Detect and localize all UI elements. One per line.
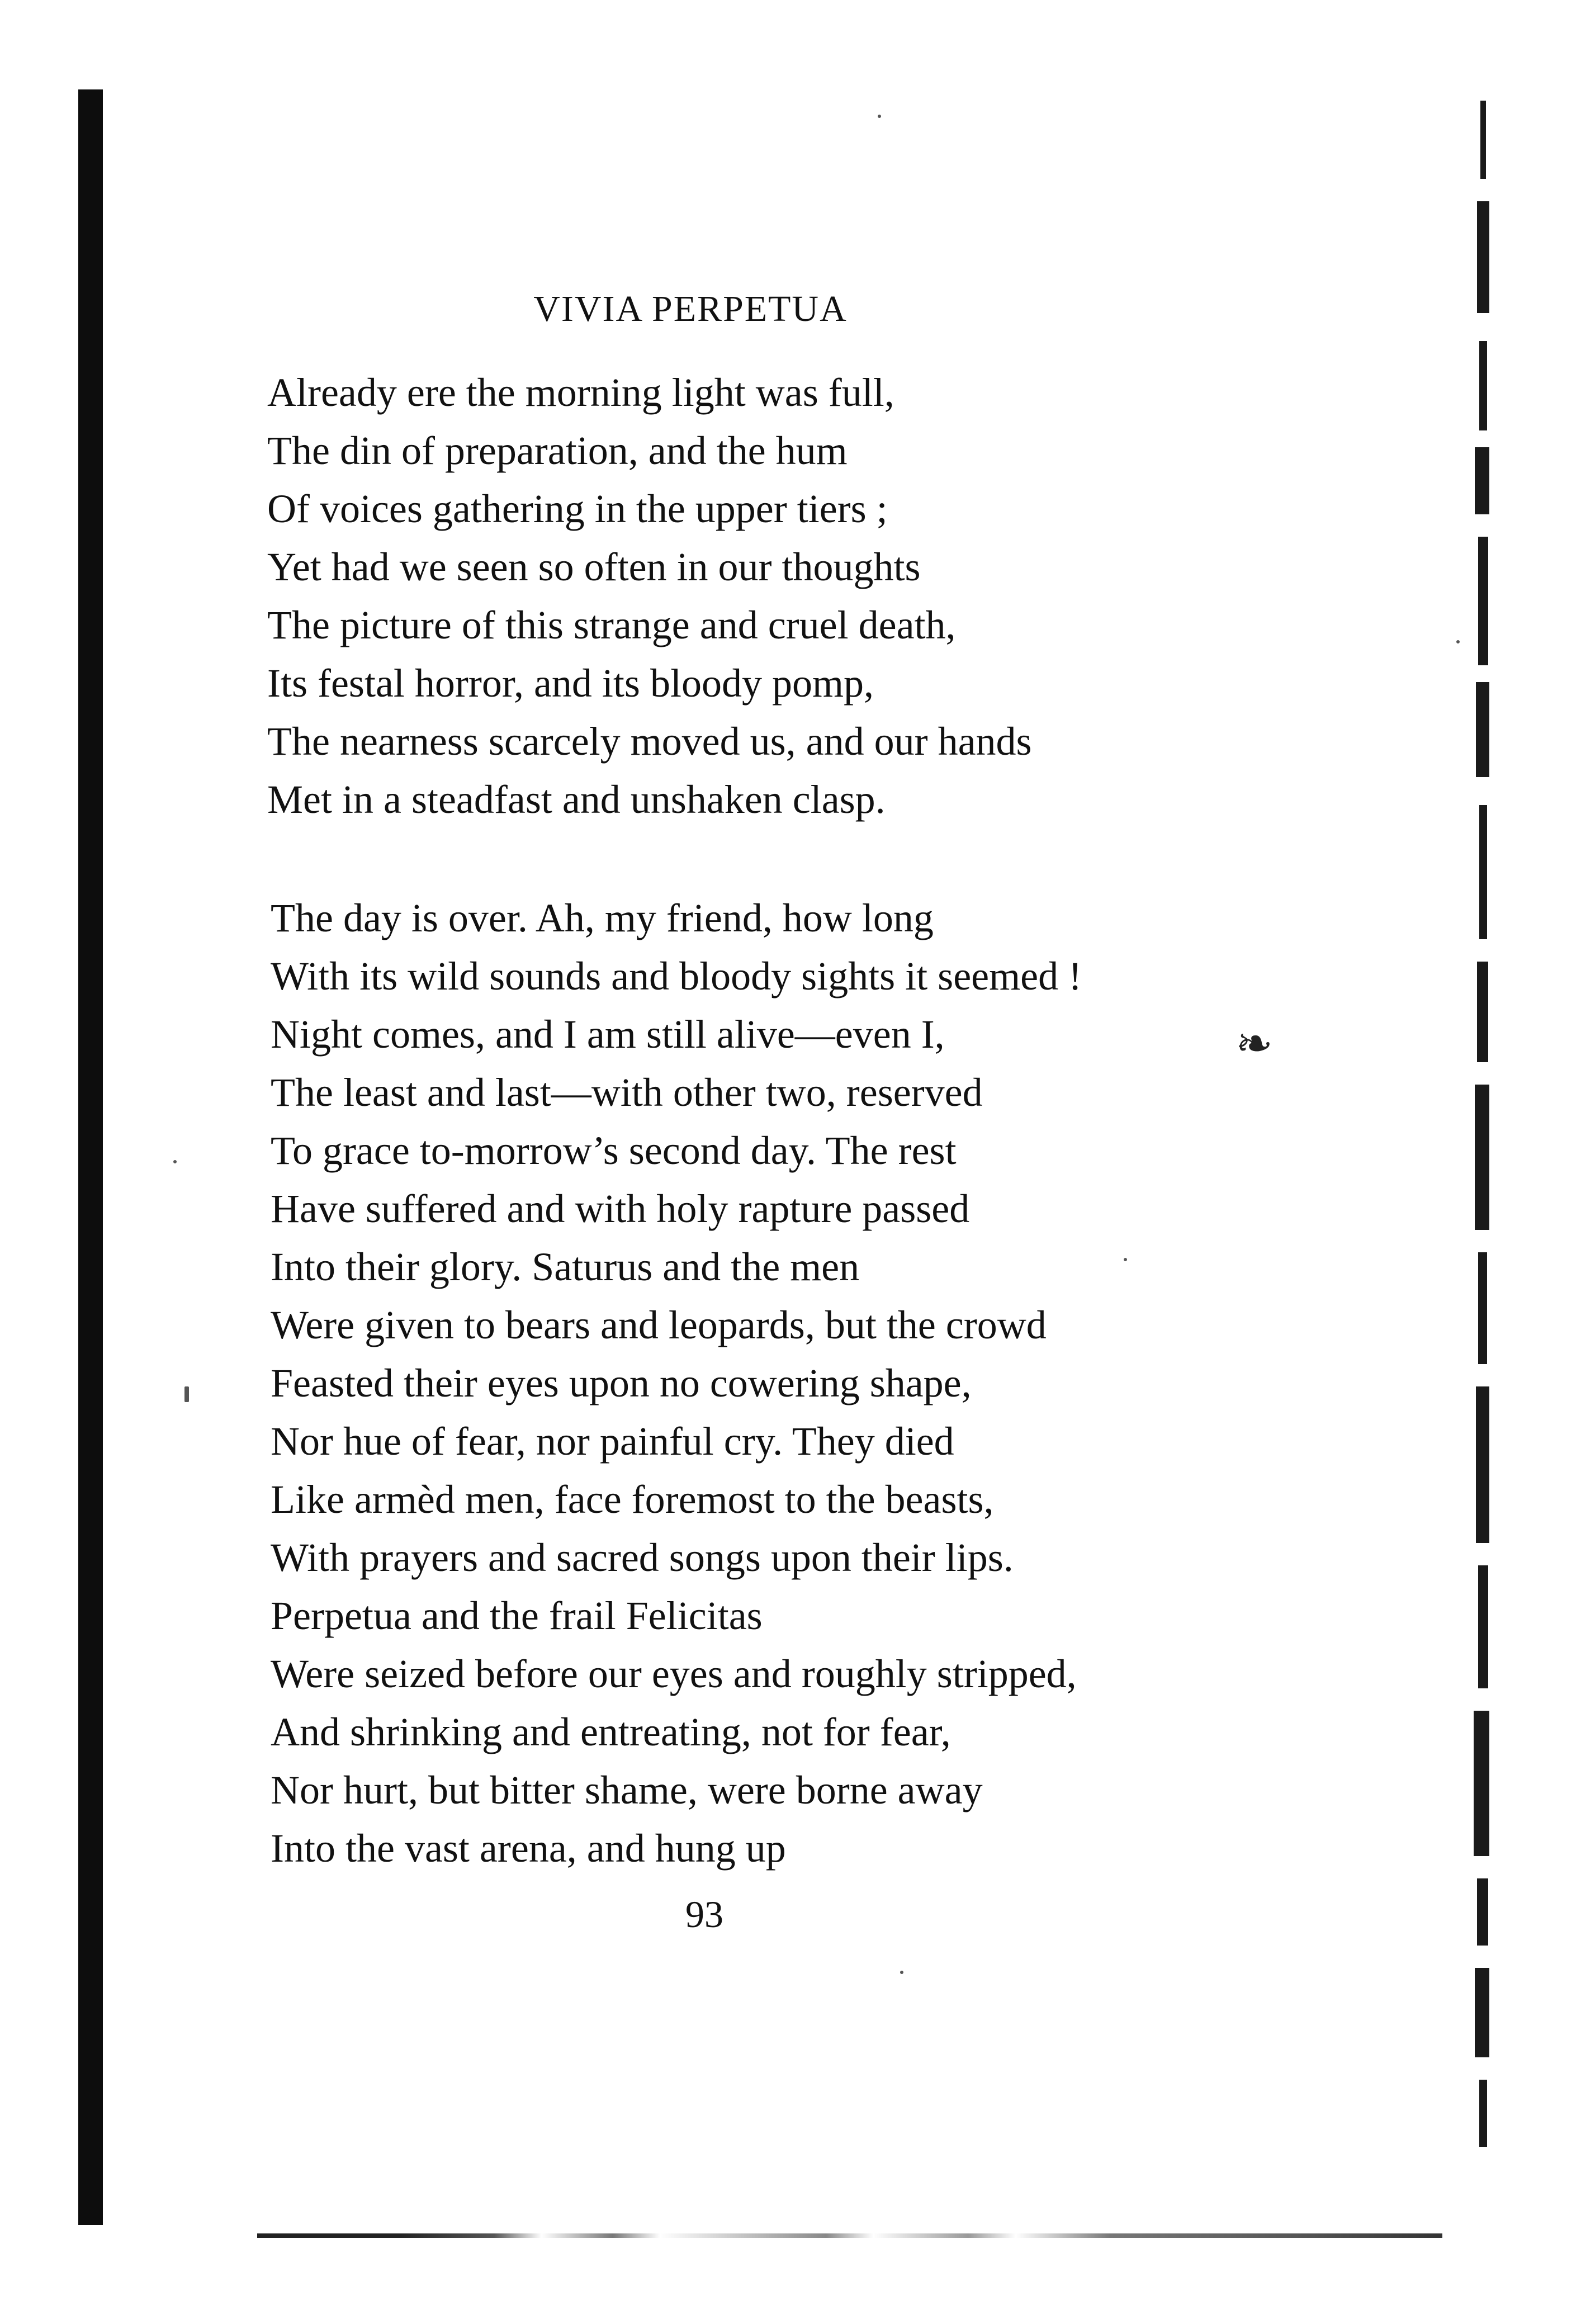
- poem-line: The din of preparation, and the hum: [267, 428, 848, 473]
- poem-line: Like armèd men, face foremost to the beasts,: [271, 1477, 994, 1522]
- poem-line: Night comes, and I am still alive—even I,: [271, 1012, 945, 1057]
- poem-line: With its wild sounds and bloody sights it seemed !: [271, 954, 1082, 998]
- poem-line: With prayers and sacred songs upon their lips.: [271, 1535, 1014, 1580]
- poem-line: Were given to bears and leopards, but the crowd: [271, 1303, 1047, 1347]
- poem-line: Into their glory. Saturus and the men: [271, 1244, 860, 1289]
- poem-line: Feasted their eyes upon no cowering shape,: [271, 1361, 972, 1405]
- poem-line: The nearness scarcely moved us, and our hands: [267, 719, 1032, 764]
- scan-right-edge: [1469, 101, 1492, 2169]
- scan-speck: [184, 1386, 189, 1402]
- poem-line: And shrinking and entreating, not for fear,: [271, 1710, 951, 1754]
- poem-line: Into the vast arena, and hung up: [271, 1826, 786, 1871]
- poem-line: Nor hue of fear, nor painful cry. They died: [271, 1419, 954, 1464]
- poem-line: The picture of this strange and cruel death,: [267, 603, 956, 647]
- poem-line: Its festal horror, and its bloody pomp,: [267, 661, 874, 706]
- scan-speck: [1456, 640, 1460, 643]
- poem-line: To grace to-morrow’s second day. The rest: [271, 1128, 957, 1173]
- scan-speck: [173, 1160, 177, 1163]
- scan-bottom-rule: [257, 2233, 1442, 2238]
- poem-line: Already ere the morning light was full,: [267, 370, 894, 415]
- stanza-2: [271, 889, 1082, 1877]
- poem-line: Perpetua and the frail Felicitas: [271, 1593, 763, 1638]
- stanza-1: [267, 363, 1032, 829]
- scan-speck: [1124, 1258, 1127, 1261]
- margin-mark: ❧: [1236, 1020, 1274, 1069]
- poem-line: The least and last—with other two, reserved: [271, 1070, 983, 1115]
- poem-line: Have suffered and with holy rapture passed: [271, 1186, 970, 1231]
- page-number: 93: [685, 1893, 723, 1935]
- poem-line: Of voices gathering in the upper tiers ;: [267, 486, 888, 531]
- scan-speck: [900, 1971, 903, 1974]
- poem-title: VIVIA PERPETUA: [533, 288, 848, 329]
- scan-speck: [878, 115, 881, 118]
- poem-line: Were seized before our eyes and roughly stripped,: [271, 1651, 1077, 1696]
- poem-line: The day is over. Ah, my friend, how long: [271, 896, 934, 940]
- poem-line: Nor hurt, but bitter shame, were borne away: [271, 1768, 983, 1812]
- poem-line: Met in a steadfast and unshaken clasp.: [267, 777, 886, 822]
- poem-line: Yet had we seen so often in our thoughts: [267, 545, 921, 589]
